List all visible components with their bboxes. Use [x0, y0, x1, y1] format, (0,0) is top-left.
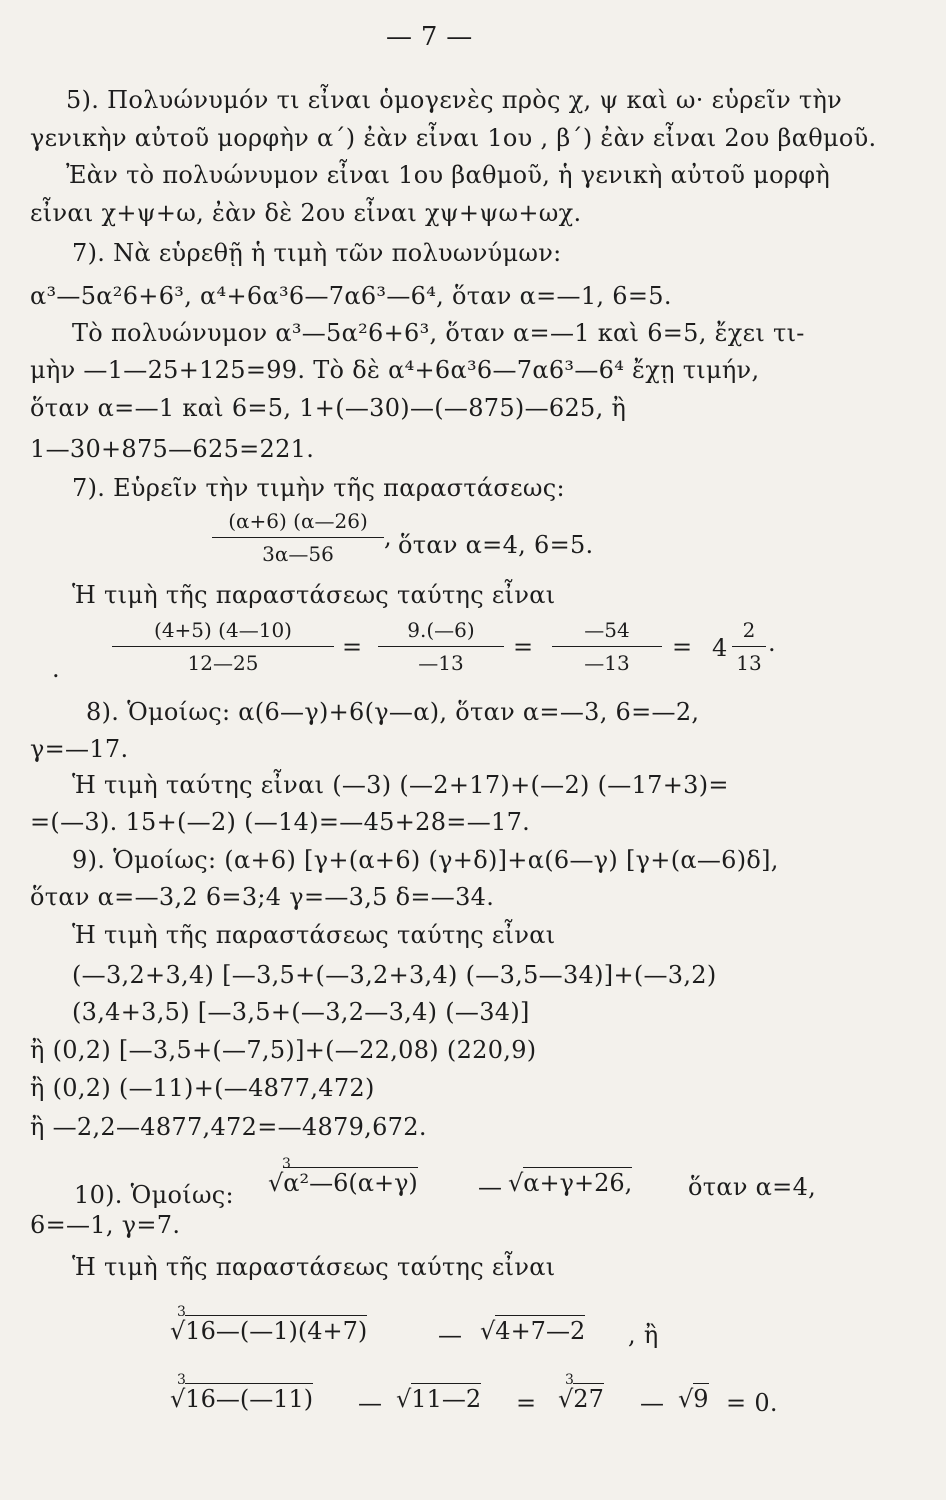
radical: √16—(—1)(4+7): [170, 1317, 368, 1345]
radical: √11—2: [396, 1385, 482, 1413]
text-line: 1—30+875—625=221.: [30, 435, 315, 463]
radical: √α+γ+26,: [508, 1169, 633, 1197]
text-line: = 0.: [726, 1389, 778, 1417]
text-line: Ἡ τιμὴ ταύτης εἶναι (—3) (—2+17)+(—2) (—17+3)=: [72, 771, 729, 799]
punctuation: .: [52, 655, 60, 683]
minus-sign: —: [478, 1173, 503, 1201]
minus-sign: —: [640, 1389, 665, 1417]
numerator: (4+5) (4—10): [154, 618, 292, 642]
radical: √9: [678, 1385, 709, 1413]
equals-sign: =: [513, 633, 534, 661]
fraction-bar: [212, 537, 384, 538]
punctuation: ,: [384, 523, 392, 551]
radical: √16—(—11): [170, 1385, 314, 1413]
numerator: 9.(—6): [407, 618, 475, 642]
text-line: 7). Εὑρεῖν τὴν τιμὴν τῆς παραστάσεως:: [72, 474, 565, 502]
text-line: ὅταν α=4,: [688, 1173, 817, 1201]
radical: √27: [558, 1385, 604, 1413]
radicand: 27: [573, 1385, 604, 1413]
radicand: 16—(—1)(4+7): [185, 1317, 368, 1345]
text-line: Ἐὰν τὸ πολυώνυμον εἶναι 1ου βαθμοῦ, ἡ γενικὴ αὐτοῦ μορφὴ: [66, 161, 831, 189]
equals-sign: =: [516, 1389, 537, 1417]
radical-index: 3: [177, 1372, 186, 1388]
denominator: 13: [736, 651, 762, 675]
text-line: , ἢ: [628, 1321, 659, 1349]
text-line: 8). Ὁμοίως: α(6—γ)+6(γ—α), ὅταν α=—3, 6=—2,: [86, 698, 700, 726]
fraction-bar: [552, 646, 662, 647]
fraction-bar: [732, 646, 766, 647]
radicand: α²—6(α+γ): [283, 1169, 418, 1197]
text-line: 9). Ὁμοίως: (α+6) [γ+(α+6) (γ+δ)]+α(6—γ) [γ+(α—6)δ],: [72, 846, 779, 874]
text-line: 5). Πολυώνυμόν τι εἶναι ὁμογενὲς πρὸς χ, ψ καὶ ω· εὑρεῖν τὴν: [66, 86, 843, 114]
equals-sign: =: [672, 633, 693, 661]
text-line: ἢ (0,2) (—11)+(—4877,472): [30, 1074, 375, 1102]
minus-sign: —: [358, 1389, 383, 1417]
text-line: μὴν —1—25+125=99. Τὸ δὲ α⁴+6α³6—7α6³—6⁴ ἔχῃ τιμήν,: [30, 356, 760, 384]
text-line: γενικὴν αὐτοῦ μορφὴν α΄) ἐὰν εἶναι 1ου , β΄) ἐὰν εἶναι 2ου βαθμοῦ.: [30, 124, 877, 152]
radicand: α+γ+26,: [523, 1169, 633, 1197]
fraction: [552, 617, 662, 676]
denominator: 3α—56: [262, 542, 334, 566]
numerator: (α+6) (α—26): [228, 509, 368, 533]
text-line: (3,4+3,5) [—3,5+(—3,2—3,4) (—34)]: [72, 998, 530, 1026]
equals-sign: =: [342, 633, 363, 661]
fraction: [212, 508, 384, 567]
text-line: ἢ (0,2) [—3,5+(—7,5)]+(—22,08) (220,9): [30, 1036, 537, 1064]
text-line: ὅταν α=4, 6=5.: [398, 531, 594, 559]
text-line: ὅταν α=—3,2 6=3;4 γ=—3,5 δ=—34.: [30, 883, 495, 911]
denominator: 12—25: [187, 651, 259, 675]
text-line: Ἡ τιμὴ τῆς παραστάσεως ταύτης εἶναι: [72, 921, 556, 949]
text-line: (—3,2+3,4) [—3,5+(—3,2+3,4) (—3,5—34)]+(—3,2): [72, 961, 717, 989]
radical-index: 3: [565, 1372, 574, 1388]
fraction-bar: [378, 646, 504, 647]
denominator: —13: [584, 651, 630, 675]
text-line: 6=—1, γ=7.: [30, 1211, 181, 1239]
text-line: ὅταν α=—1 καὶ 6=5, 1+(—30)—(—875)—625, ἢ: [30, 394, 627, 422]
text-line: Τὸ πολυώνυμον α³—5α²6+6³, ὅταν α=—1 καὶ 6=5, ἔχει τι-: [72, 319, 805, 347]
text-line: ἢ —2,2—4877,472=—4879,672.: [30, 1113, 427, 1141]
radical-index: 3: [177, 1304, 186, 1320]
text-line: Ἡ τιμὴ τῆς παραστάσεως ταύτης εἶναι: [72, 581, 556, 609]
numerator: 2: [742, 618, 756, 642]
fraction: [112, 617, 334, 676]
fraction: [378, 617, 504, 676]
whole-number: 4: [712, 634, 728, 662]
page-number: — 7 —: [386, 22, 473, 52]
punctuation: .: [768, 629, 776, 657]
text-line: α³—5α²6+6³, α⁴+6α³6—7α6³—6⁴, ὅταν α=—1, 6=5.: [30, 282, 672, 310]
radicand: 11—2: [411, 1385, 482, 1413]
fraction: [732, 617, 766, 676]
fraction-bar: [112, 646, 334, 647]
denominator: —13: [418, 651, 464, 675]
text-line: γ=—17.: [30, 735, 129, 763]
radicand: 16—(—11): [185, 1385, 314, 1413]
text-line: Ἡ τιμὴ τῆς παραστάσεως ταύτης εἶναι: [72, 1253, 556, 1281]
text-line: 7). Νὰ εὑρεθῇ ἡ τιμὴ τῶν πολυωνύμων:: [72, 239, 562, 267]
radical-index: 3: [282, 1156, 291, 1172]
text-line: εἶναι χ+ψ+ω, ἐὰν δὲ 2ου εἶναι χψ+ψω+ωχ.: [30, 199, 582, 227]
text-line: 10). Ὁμοίως:: [74, 1181, 234, 1209]
numerator: —54: [584, 618, 630, 642]
radical: √4+7—2: [480, 1317, 586, 1345]
minus-sign: —: [438, 1321, 463, 1349]
radicand: 9: [693, 1385, 709, 1413]
radicand: 4+7—2: [495, 1317, 586, 1345]
text-line: =(—3). 15+(—2) (—14)=—45+28=—17.: [30, 808, 531, 836]
radical: √α²—6(α+γ): [268, 1169, 418, 1197]
